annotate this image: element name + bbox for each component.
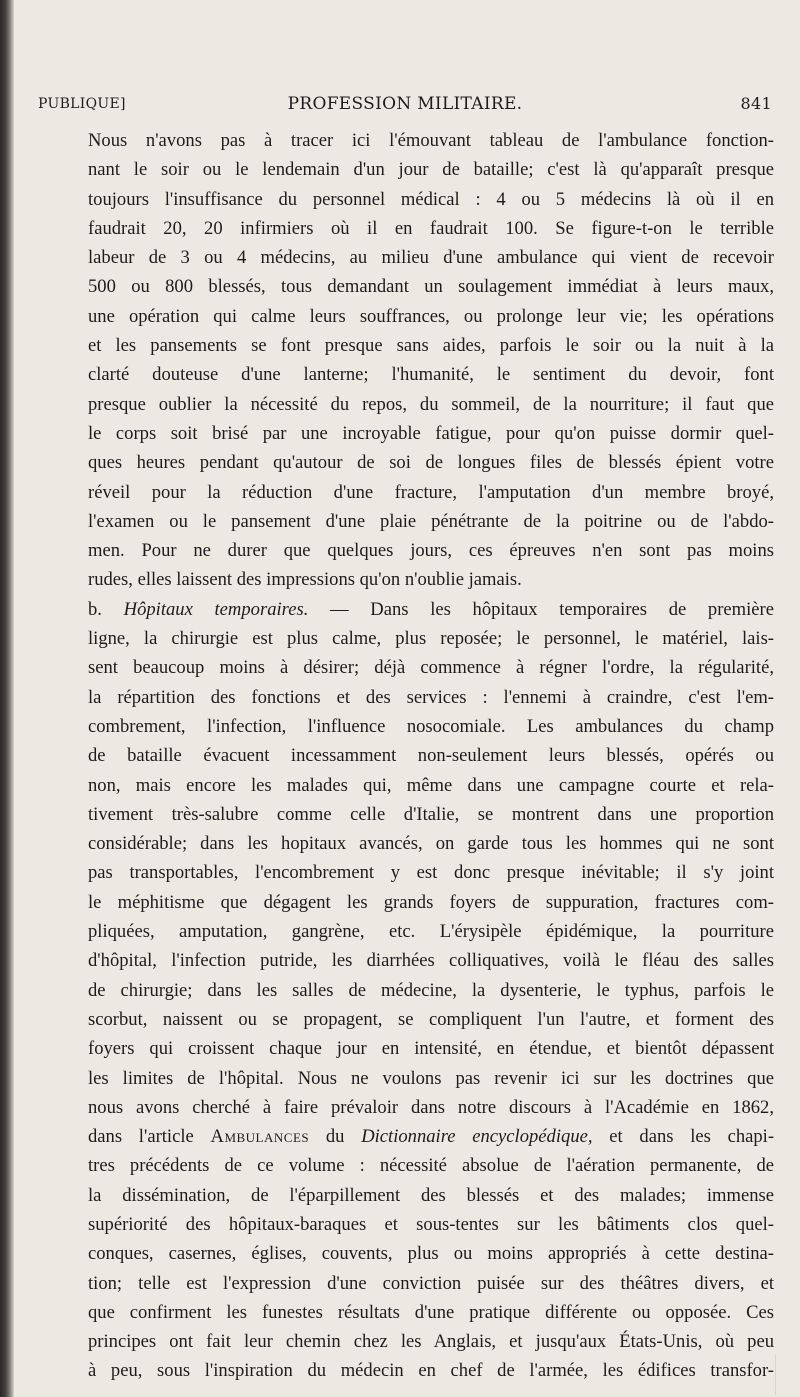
text-line: tivement très-salubre comme celle d'Italie, se montrent dans une proportion — [88, 803, 774, 825]
text-line: l'examen ou le pansement d'une plaie pénétrante de la poitrine ou de l'abdo- — [88, 510, 774, 532]
text-line: labeur de 3 ou 4 médecins, au milieu d'une ambulance qui vient de recevoir — [88, 247, 774, 269]
text-line: sent beaucoup moins à désirer; déjà commence à régner l'ordre, la régularité, — [88, 657, 774, 679]
text-line: réveil pour la réduction d'une fracture, l'amputation d'un membre broyé, — [88, 481, 774, 503]
text-line: que confirment les funestes résultats d'une pratique différente ou opposée. Ces — [88, 1301, 774, 1323]
text-line: 500 ou 800 blessés, tous demandant un soulagement immédiat à leurs maux, — [88, 276, 774, 298]
article-name-ambulances: Ambulances — [210, 1126, 310, 1148]
text-line: les limites de l'hôpital. Nous ne voulons pas revenir ici sur les doctrines que — [88, 1067, 774, 1089]
section-b-first-line — [88, 595, 774, 624]
section-b-label: b. — [88, 598, 102, 620]
text-line: à peu, sous l'inspiration du médecin en chef de l'armée, les édifices transfor- — [88, 1360, 774, 1382]
text-line: rudes, elles laissent des impressions qu'on n'oublie jamais. — [88, 569, 522, 591]
running-head-title: PROFESSION MILITAIRE. — [287, 94, 523, 114]
text-line: tres précédents de ce volume : nécessité absolue de l'aération permanente, de — [88, 1155, 774, 1177]
text-line: nant le soir ou le lendemain d'un jour de bataille; c'est là qu'apparaît presque — [88, 159, 774, 181]
text-line: combrement, l'infection, l'influence nosocomiale. Les ambulances du champ — [88, 715, 774, 737]
text-line: toujours l'insuffisance du personnel médical : 4 ou 5 médecins là où il en — [88, 188, 774, 210]
text-line: de chirurgie; dans les salles de médecine, la dysenterie, le typhus, parfois le — [88, 979, 774, 1001]
text-line: de bataille évacuent incessamment non-seulement leurs blessés, opérés ou — [88, 745, 774, 767]
text-line: la dissémination, de l'éparpillement des blessés et des malades; immense — [88, 1184, 774, 1206]
text-line: conques, casernes, églises, couvents, plus ou moins appropriés à cette destina- — [88, 1243, 774, 1265]
text-line: supériorité des hôpitaux-baraques et sous-tentes sur les bâtiments clos quel- — [88, 1213, 774, 1235]
text-fragment: du — [325, 1126, 345, 1148]
running-head-left: PUBLIQUE] — [38, 96, 126, 112]
text-line: presque oublier la nécessité du repos, du sommeil, de la nourriture; il faut que — [88, 393, 774, 415]
page-number: 841 — [740, 94, 772, 113]
text-line: clarté douteuse d'une lanterne; l'humanité, le sentiment du devoir, font — [88, 364, 774, 386]
text-line: ligne, la chirurgie est plus calme, plus reposée; le personnel, le matériel, lais- — [88, 628, 774, 650]
text-line: tion; telle est l'expression d'une conviction puisée sur des théâtres divers, et — [88, 1272, 774, 1294]
dictionary-title: Dictionnaire encyclopédique, — [361, 1126, 593, 1148]
text-fragment: et dans les chapi- — [609, 1126, 775, 1148]
text-line: et les pansements se font presque sans aides, parfois le soir ou la nuit à la — [88, 335, 774, 357]
text-fragment: dans l'article — [88, 1126, 194, 1148]
text-line: la répartition des fonctions et des services : l'ennemi à craindre, c'est l'em- — [88, 686, 774, 708]
text-line: faudrait 20, 20 infirmiers où il en faudrait 100. Se figure-t-on le terrible — [88, 217, 774, 239]
text-line: nous avons cherché à faire prévaloir dans notre discours à l'Académie en 1862, — [88, 1096, 774, 1118]
book-binding-edge — [0, 0, 14, 1397]
body-text — [88, 126, 774, 1386]
text-line: men. Pour ne durer que quelques jours, ces épreuves n'en sont pas moins — [88, 540, 774, 562]
text-line: une opération qui calme leurs souffrances, ou prolonge leur vie; les opérations — [88, 305, 774, 327]
text-line: le corps soit brisé par une incroyable fatigue, pour qu'on puisse dormir quel- — [88, 422, 774, 444]
text-line: considérable; dans les hopitaux avancés, on garde tous les hommes qui ne sont — [88, 833, 774, 855]
text-line: principes ont fait leur chemin chez les Anglais, et jusqu'aux États-Unis, où peu — [88, 1331, 774, 1353]
text-line: le méphitisme que dégagent les grands foyers de suppuration, fractures com- — [88, 891, 774, 913]
running-head — [38, 94, 772, 120]
text-line: pas transportables, l'encombrement y est donc presque inévitable; il s'y joint — [88, 862, 774, 884]
text-line: scorbut, naissent ou se propagent, se compliquent l'un l'autre, et forment des — [88, 1008, 774, 1030]
faint-page-mark — [775, 1355, 794, 1395]
text-line: ques heures pendant qu'autour de soi de longues files de blessés épient votre — [88, 452, 774, 474]
section-b-first-line-rest: — Dans les hôpitaux temporaires de première — [330, 598, 775, 620]
ambulances-reference-line — [88, 1122, 774, 1151]
text-line: non, mais encore les malades qui, même dans une campagne courte et rela- — [88, 774, 774, 796]
text-line: foyers qui croissent chaque jour en intensité, en étendue, et bientôt dépassent — [88, 1038, 774, 1060]
text-line: d'hôpital, l'infection putride, les diarrhées colliquatives, voilà le fléau des salles — [88, 950, 774, 972]
section-b-title: Hôpitaux temporaires. — [123, 598, 309, 620]
text-line: pliquées, amputation, gangrène, etc. L'érysipèle épidémique, la pourriture — [88, 921, 774, 943]
text-line: Nous n'avons pas à tracer ici l'émouvant tableau de l'ambulance fonction- — [88, 130, 774, 151]
